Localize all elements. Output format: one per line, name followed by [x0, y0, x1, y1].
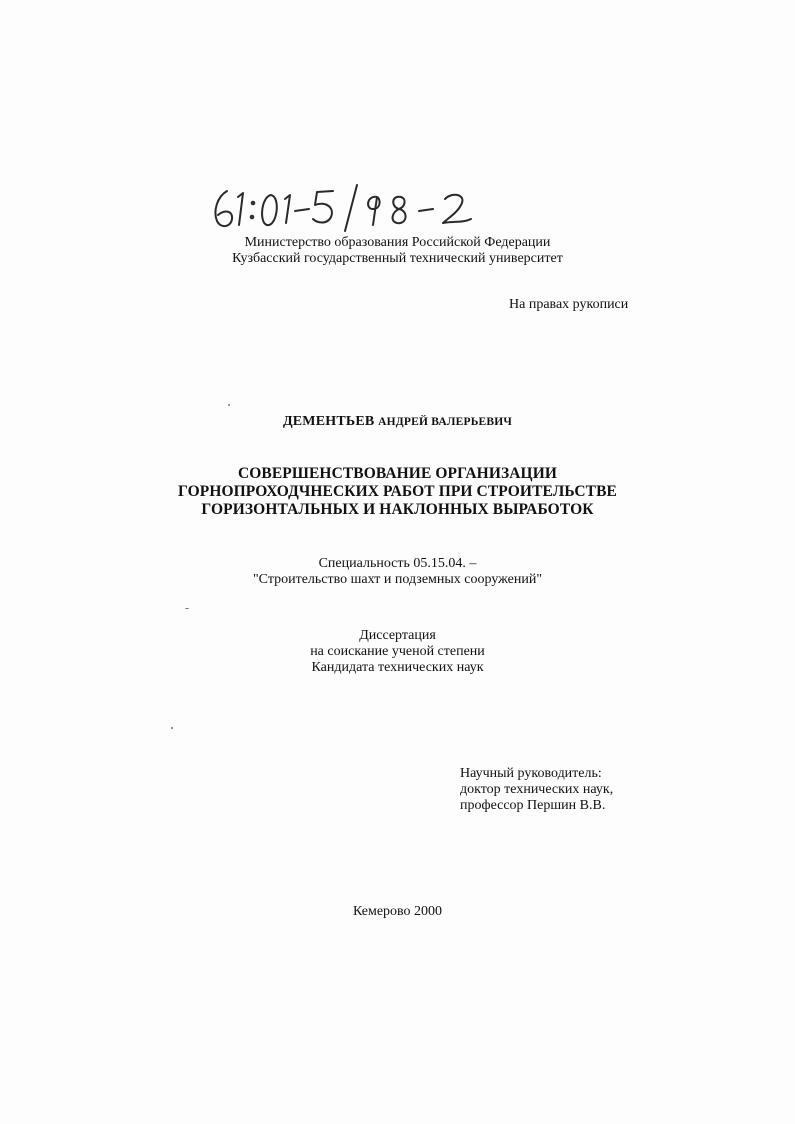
thesis-title-line-1: СОВЕРШЕНСТВОВАНИЕ ОРГАНИЗАЦИИ — [237, 465, 558, 482]
author-surname: ДЕМЕНТЬЕВ — [282, 414, 375, 429]
scan-speck — [228, 404, 230, 406]
handwritten-mark-drawing — [205, 183, 505, 233]
thesis-title-line-3: ГОРИЗОНТАЛЬНЫХ И НАКЛОННЫХ ВЫРАБОТОК — [201, 501, 594, 518]
handwritten-archive-mark — [205, 183, 505, 233]
dissertation-line-2: на соискание ученой степени — [310, 644, 485, 659]
rights-note: На правах рукописи — [509, 297, 629, 312]
author-given-names: АНДРЕЙ ВАЛЕРЬЕВИЧ — [378, 416, 513, 428]
university-line: Кузбасский государственный технический университет — [232, 251, 563, 266]
scan-speck — [185, 608, 189, 609]
supervisor-line-3: профессор Першин В.В. — [460, 798, 606, 813]
place-year: Кемерово 2000 — [352, 904, 443, 919]
dissertation-line-1: Диссертация — [359, 628, 436, 643]
thesis-title-line-2: ГОРНОПРОХОДЧНЕСКИХ РАБОТ ПРИ СТРОИТЕЛЬСТВЕ — [178, 483, 617, 500]
ministry-line: Министерство образования Российской Федерации — [244, 235, 551, 250]
scan-speck — [171, 727, 173, 729]
dissertation-line-3: Кандидата технических наук — [311, 660, 484, 675]
supervisor-line-2: доктор технических наук, — [460, 782, 614, 797]
specialty-line-2: "Строительство шахт и подземных сооружений" — [252, 572, 543, 587]
author-name — [0, 414, 795, 430]
supervisor-line-1: Научный руководитель: — [460, 766, 602, 781]
specialty-line-1: Специальность 05.15.04. – — [318, 556, 477, 571]
